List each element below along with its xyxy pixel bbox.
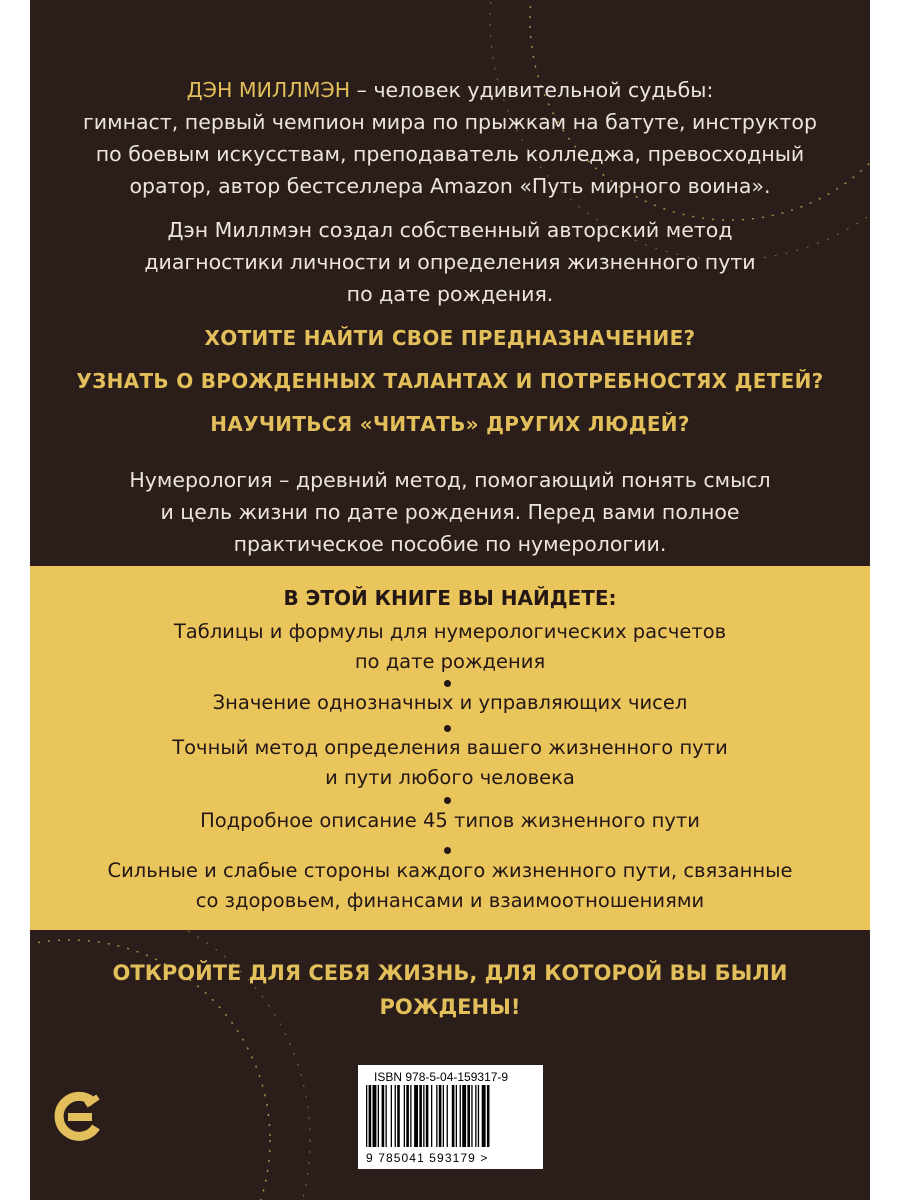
bullet-dot [444,680,451,687]
feature-item-2-line-1: Значение однозначных и управляющих чисел [212,691,688,714]
feature-item-1 [30,617,870,677]
author-name: ДЭН МИЛЛМЭН [186,78,351,102]
feature-item-1-line-2: по дате рождения [354,650,546,673]
barcode-digits: 9 785041 593179 > [366,1151,489,1165]
feature-item-4 [30,806,870,836]
features-title: В ЭТОЙ КНИГЕ ВЫ НАЙДЕТЕ: [283,586,617,610]
closing-line-2: РОЖДЕНЫ! [379,995,521,1019]
bullet-dot [444,847,451,854]
feature-item-5-line-1: Сильные и слабые стороны каждого жизненного пути, связанные [107,859,793,882]
author-intro-line-3: по боевым искусствам, преподаватель колледжа, превосходный [95,142,805,166]
numerology-line-3: практическое пособие по нумерологии. [233,532,667,556]
question-2: УЗНАТЬ О ВРОЖДЕННЫХ ТАЛАНТАХ И ПОТРЕБНОСТЯХ ДЕТЕЙ? [76,369,824,393]
numerology-line-2: и цель жизни по дате рождения. Перед вами полное [160,500,740,524]
feature-item-5 [30,856,870,916]
method-line-2: диагностики личности и определения жизненного пути [144,250,756,274]
feature-item-5-line-2: со здоровьем, финансами и взаимоотношениями [195,889,705,912]
numerology-paragraph [30,464,870,560]
feature-item-2 [30,688,870,718]
feature-item-3-line-2: и пути любого человека [325,766,575,789]
author-intro-line-2: гимнаст, первый чемпион мира по прыжкам на батуте, инструктор [83,110,817,134]
feature-item-3-line-1: Точный метод определения вашего жизненного пути [172,736,728,759]
numerology-line-1: Нумерология – древний метод, помогающий понять смысл [129,468,771,492]
question-1: ХОТИТЕ НАЙТИ СВОЕ ПРЕДНАЗНАЧЕНИЕ? [204,326,696,350]
feature-item-1-line-1: Таблицы и формулы для нумерологических расчетов [173,620,727,643]
question-3: НАУЧИТЬСЯ «ЧИТАТЬ» ДРУГИХ ЛЮДЕЙ? [210,412,690,436]
author-intro-line-4: оратор, автор бестселлера Amazon «Путь мирного воина». [129,174,771,198]
feature-item-3 [30,733,870,793]
author-intro-line-1 [30,74,870,106]
method-line-3: по дате рождения. [346,282,554,306]
feature-item-4-line-1: Подробное описание 45 типов жизненного пути [200,809,700,832]
method-line-1: Дэн Миллмэн создал собственный авторский метод [167,218,733,242]
author-intro-line-1-rest: – человек удивительной судьбы: [350,78,714,102]
method-paragraph [30,214,870,310]
closing-line-1: ОТКРОЙТЕ ДЛЯ СЕБЯ ЖИЗНЬ, ДЛЯ КОТОРОЙ ВЫ БЫЛИ [112,961,788,985]
book-back-cover [30,0,870,1200]
bullet-dot [444,797,451,804]
author-intro [30,74,870,202]
bullet-dot [444,725,451,732]
barcode-bars [364,1085,538,1151]
isbn-number: ISBN 978-5-04-159317-9 [374,1070,509,1084]
isbn-barcode [358,1065,543,1169]
closing-slogan [30,956,870,1024]
eksmo-e-logo-icon [48,1085,112,1149]
